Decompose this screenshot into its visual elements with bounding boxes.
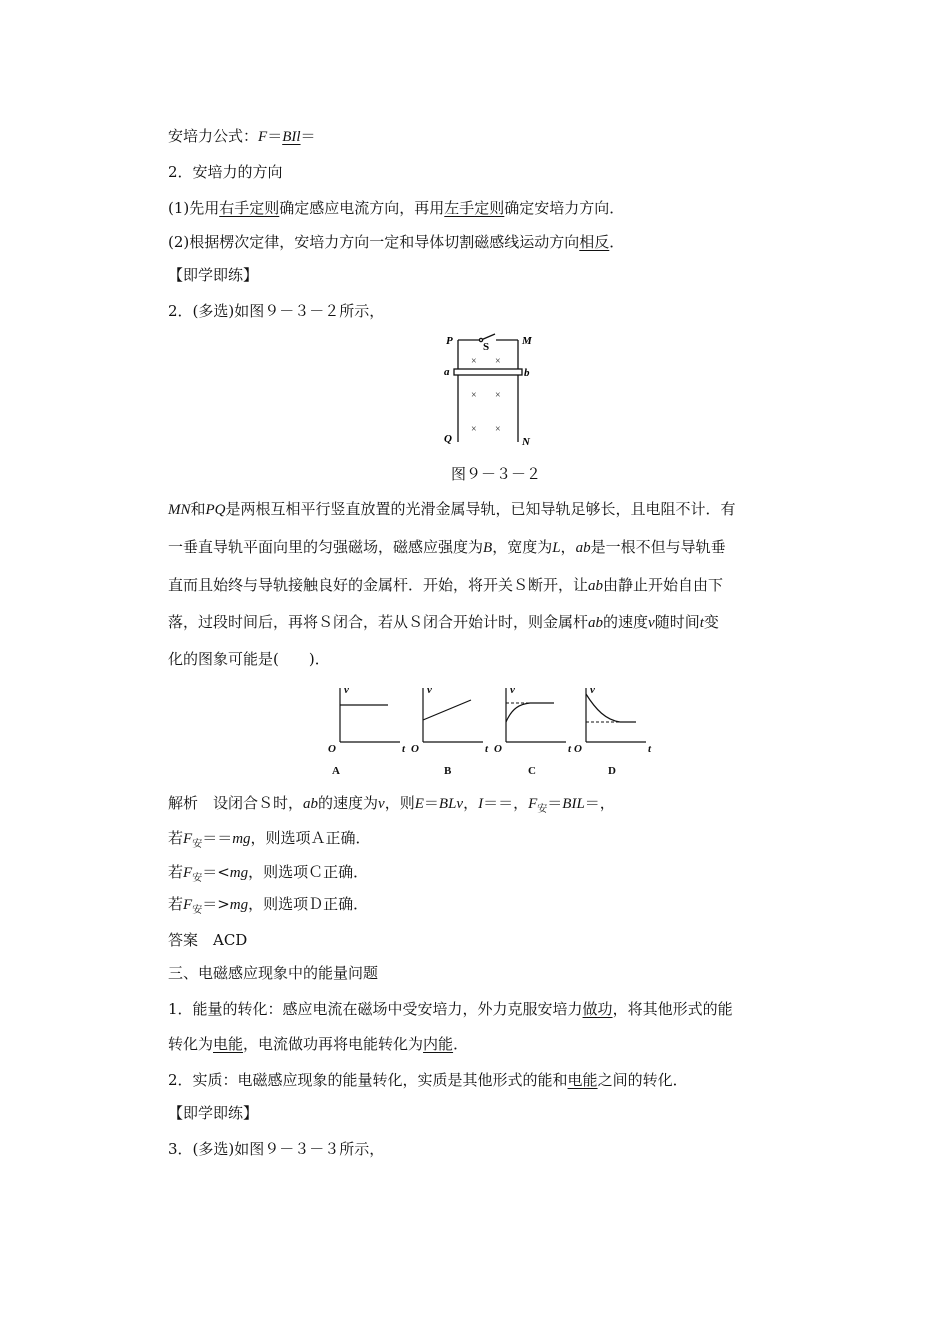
graph-B-letter: B xyxy=(444,765,452,777)
graph-C-t-label: t xyxy=(568,743,572,755)
text: 是两根互相平行竖直放置的光滑金属导轨，已知导轨足够长，且电阻不计．有 xyxy=(225,500,736,518)
var-v: v xyxy=(378,796,385,812)
graph-D-v-label: v xyxy=(590,684,595,696)
text: 由静止开始自由下 xyxy=(603,576,724,594)
text: ． xyxy=(453,1035,469,1053)
answer-electric-energy: 电能 xyxy=(213,1035,244,1053)
text: ＝ xyxy=(267,127,283,145)
ampere-force-formula xyxy=(168,125,316,146)
var-F: F xyxy=(258,129,268,145)
switch-S xyxy=(481,334,495,340)
text: ＝ xyxy=(300,127,316,145)
graph-D-origin: O xyxy=(574,743,582,755)
graph-D-curve xyxy=(586,694,636,722)
text: 和 xyxy=(190,500,206,518)
problem-paragraph-line xyxy=(168,574,723,595)
text: 确定安培力方向． xyxy=(504,199,625,217)
var-MN: MN xyxy=(168,502,191,518)
text: 直而且始终与导轨接触良好的金属杆．开始，将开关Ｓ断开，让 xyxy=(168,576,589,594)
graph-B-origin: O xyxy=(411,743,419,755)
label-b: b xyxy=(524,367,530,379)
text: 是一根不但与导轨垂 xyxy=(590,538,726,556)
subscript: 安 xyxy=(192,839,203,850)
section-heading-energy: 三、电磁感应现象中的能量问题 xyxy=(168,964,379,982)
answer-right-hand-rule: 右手定则 xyxy=(219,199,280,217)
text: ，则选项Ａ正确． xyxy=(250,829,371,847)
text: ＝＝ xyxy=(202,829,233,847)
text: 解析 设闭合Ｓ时， xyxy=(168,794,304,812)
graph-B-curve xyxy=(423,700,471,720)
graph-C-letter: C xyxy=(528,765,536,777)
option-graphs xyxy=(320,680,660,780)
text: ＝ xyxy=(547,794,563,812)
var-ab: ab xyxy=(575,540,591,556)
text: 一垂直导轨平面向里的匀强磁场，磁感应强度为 xyxy=(168,538,484,556)
text: ， xyxy=(463,794,479,812)
text: 变 xyxy=(703,613,719,631)
var-I: I xyxy=(478,796,484,812)
text: 若 xyxy=(168,863,184,881)
var-F: F xyxy=(183,897,193,913)
graph-B-v-label: v xyxy=(427,684,432,696)
field-cross: × xyxy=(471,390,477,401)
figure-caption: 图９－３－２ xyxy=(451,465,542,483)
graph-A-v-label: v xyxy=(344,684,349,696)
text: 确定感应电流方向，再用 xyxy=(279,199,445,217)
problem-paragraph-line: 化的图象可能是( )． xyxy=(168,650,330,668)
field-cross: × xyxy=(471,356,477,367)
graph-A-t-label: t xyxy=(402,743,406,755)
problem-paragraph-line xyxy=(168,536,726,557)
var-mg: mg xyxy=(232,831,251,847)
text: 之间的转化． xyxy=(597,1071,688,1089)
text: 1．能量的转化：感应电流在磁场中受安培力，外力克服安培力 xyxy=(168,1000,583,1018)
var-BIL: BIL xyxy=(562,796,585,812)
subscript: 安 xyxy=(192,873,203,884)
energy-item-1 xyxy=(168,998,733,1019)
label-a: a xyxy=(444,366,450,378)
answer-work: 做功 xyxy=(582,1000,613,1018)
problem-paragraph-line xyxy=(168,498,736,519)
label-M: M xyxy=(522,335,532,347)
energy-item-1-cont xyxy=(168,1033,468,1054)
graph-C-v-label: v xyxy=(510,684,515,696)
var-F: F xyxy=(183,831,193,847)
answer-opposite: 相反 xyxy=(579,233,610,251)
text: 随时间 xyxy=(654,613,700,631)
field-cross: × xyxy=(495,356,501,367)
text: 落，过段时间后，再将Ｓ闭合，若从Ｓ闭合开始计时，则金属杆 xyxy=(168,613,589,631)
graph-C-curve xyxy=(506,703,554,722)
text: ＝> xyxy=(202,895,230,913)
text: 安培力公式： xyxy=(168,127,259,145)
question-3-stem: 3．(多选)如图９－３－３所示， xyxy=(168,1140,385,1158)
var-ab: ab xyxy=(588,578,604,594)
energy-item-2 xyxy=(168,1069,688,1090)
text: ＝＝， xyxy=(483,794,529,812)
text: 若 xyxy=(168,895,184,913)
practice-heading: 【即学即练】 xyxy=(168,1104,259,1122)
var-F: F xyxy=(528,796,538,812)
var-t: t xyxy=(699,615,704,631)
field-cross: × xyxy=(495,424,501,435)
question-2-stem: 2．(多选)如图９－３－２所示， xyxy=(168,302,385,320)
label-N: N xyxy=(522,436,530,448)
text: ＝， xyxy=(584,794,615,812)
text: ＝ xyxy=(423,794,439,812)
var-E: E xyxy=(414,796,424,812)
var-ab: ab xyxy=(303,796,319,812)
text: 的速度为 xyxy=(318,794,379,812)
field-cross: × xyxy=(495,390,501,401)
answer-line: 答案 ACD xyxy=(168,931,248,949)
practice-heading: 【即学即练】 xyxy=(168,266,259,284)
var-PQ: PQ xyxy=(205,502,226,518)
answer-left-hand-rule: 左手定则 xyxy=(444,199,505,217)
text: 的速度 xyxy=(603,613,649,631)
solution-line xyxy=(168,893,368,916)
solution-line xyxy=(168,861,368,884)
var-L: L xyxy=(552,540,561,556)
section-heading-direction: 2．安培力的方向 xyxy=(168,163,283,181)
rails-diagram xyxy=(440,330,540,450)
var-BLv: BLv xyxy=(438,796,464,812)
graph-C-origin: O xyxy=(494,743,502,755)
var-F: F xyxy=(183,865,193,881)
graph-B-t-label: t xyxy=(485,743,489,755)
text: ，则选项Ｄ正确． xyxy=(248,895,369,913)
answer-electric-energy: 电能 xyxy=(567,1071,598,1089)
text: 转化为 xyxy=(168,1035,214,1053)
text: ，电流做功再将电能转化为 xyxy=(243,1035,424,1053)
direction-item-2 xyxy=(168,231,624,252)
answer-BIl: BIl xyxy=(282,129,301,145)
text: ，则选项Ｃ正确． xyxy=(248,863,369,881)
text: ＝< xyxy=(202,863,230,881)
solution-line xyxy=(168,792,615,815)
text: ，宽度为 xyxy=(492,538,553,556)
text: 若 xyxy=(168,829,184,847)
text: (2)根据楞次定律，安培力方向一定和导体切割磁感线运动方向 xyxy=(168,233,580,251)
text: (1)先用 xyxy=(168,199,220,217)
subscript: 安 xyxy=(192,905,203,916)
direction-item-1 xyxy=(168,197,624,218)
var-mg: mg xyxy=(229,897,249,913)
text: ， xyxy=(560,538,576,556)
var-B: B xyxy=(483,540,493,556)
solution-line xyxy=(168,827,371,850)
metal-rod-ab xyxy=(454,369,522,375)
label-P: P xyxy=(446,335,453,347)
subscript: 安 xyxy=(537,804,548,815)
problem-paragraph-line xyxy=(168,611,719,632)
var-v: v xyxy=(648,615,655,631)
graph-D-t-label: t xyxy=(648,743,652,755)
text: 2．实质：电磁感应现象的能量转化，实质是其他形式的能和 xyxy=(168,1071,568,1089)
var-ab: ab xyxy=(588,615,604,631)
text: ． xyxy=(609,233,625,251)
label-S: S xyxy=(483,341,490,353)
text: ，将其他形式的能 xyxy=(612,1000,733,1018)
var-mg: mg xyxy=(229,865,249,881)
text: ，则 xyxy=(384,794,415,812)
graph-A-letter: A xyxy=(332,765,340,777)
graph-A-origin: O xyxy=(328,743,336,755)
graph-D-letter: D xyxy=(608,765,616,777)
field-cross: × xyxy=(471,424,477,435)
label-Q: Q xyxy=(444,433,452,445)
answer-internal-energy: 内能 xyxy=(423,1035,454,1053)
